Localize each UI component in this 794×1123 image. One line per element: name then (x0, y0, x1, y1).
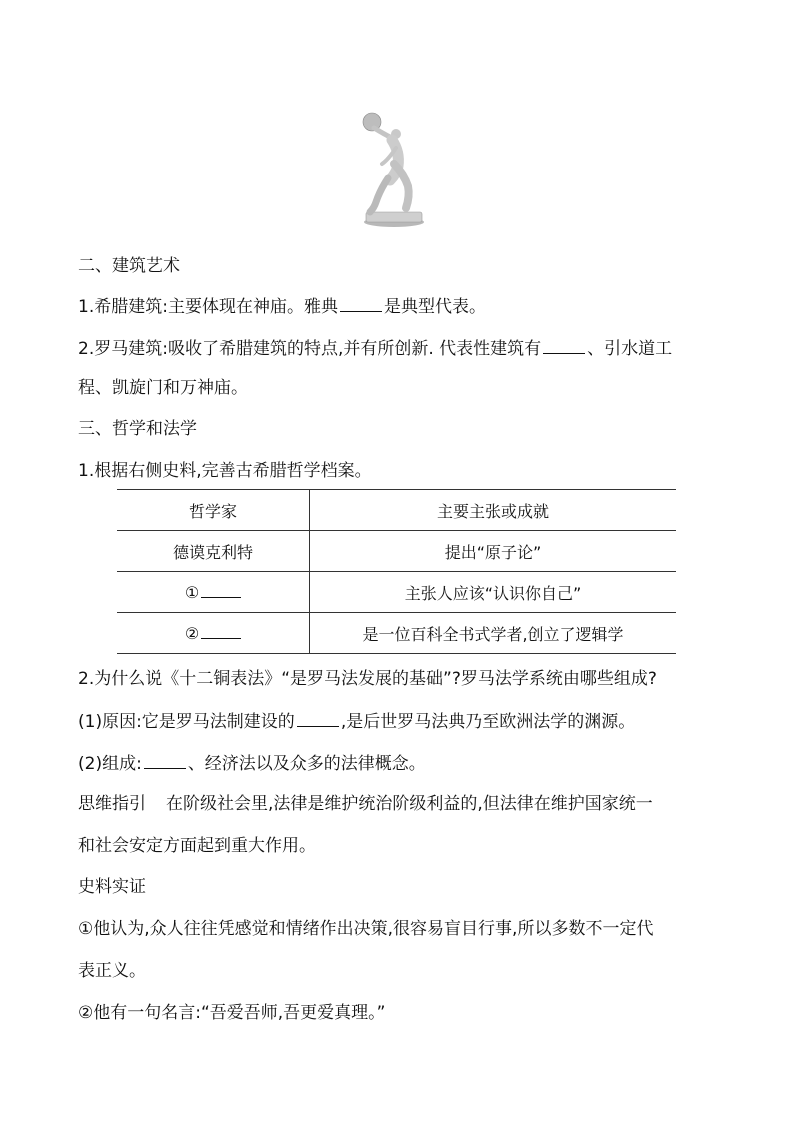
section-heading-architecture: 二、建筑艺术 (78, 256, 180, 276)
reason-text-end: ,是后世罗马法典乃至欧洲法学的渊源。 (340, 712, 636, 732)
blank-number-2: ② (184, 624, 200, 643)
evidence-item-1: ①他认为,众人往往凭感觉和情绪作出决策,很容易盲目行事,所以多数不一定代 (78, 919, 654, 939)
composition-text-end: 、经济法以及众多的法律概念。 (187, 754, 426, 774)
historical-evidence-heading: 史料实证 (78, 877, 146, 897)
philosopher-blank-1[interactable] (201, 582, 241, 598)
roman-architecture-item (78, 337, 728, 360)
table-row (117, 572, 676, 613)
greek-architecture-text-end: 是典型代表。 (383, 297, 486, 317)
table-cell-philosopher (117, 572, 310, 613)
thinking-guide (78, 793, 728, 815)
greek-architecture-text: 1.希腊建筑:主要体现在神庙。雅典 (78, 297, 338, 317)
roman-architecture-continuation: 程、凯旋门和万神庙。 (78, 378, 248, 398)
table-row (117, 531, 676, 572)
evidence-item-1-continuation: 表正义。 (78, 961, 146, 981)
thinking-guide-label: 思维指引 (78, 794, 146, 814)
composition-item (78, 752, 728, 775)
roman-architecture-blank[interactable] (543, 337, 585, 354)
table-row (117, 613, 676, 654)
table-header-achievement: 主要主张或成就 (310, 490, 677, 531)
philosopher-blank-2[interactable] (201, 623, 241, 639)
blank-number-1: ① (184, 583, 200, 602)
greek-architecture-item (78, 295, 728, 318)
discobolus-statue-image (358, 104, 426, 228)
reason-text: (1)原因:它是罗马法制建设的 (78, 712, 295, 732)
composition-blank[interactable] (144, 752, 186, 769)
table-cell-achievement: 主张人应该“认识你自己” (310, 572, 677, 613)
thinking-guide-continuation: 和社会安定方面起到重大作用。 (78, 836, 316, 856)
table-cell-philosopher: 德谟克利特 (117, 531, 310, 572)
table-cell-achievement: 是一位百科全书式学者,创立了逻辑学 (310, 613, 677, 654)
table-header-philosopher: 哲学家 (117, 490, 310, 531)
philosophy-archive-table (117, 489, 676, 654)
roman-architecture-text-end: 、引水道工 (587, 339, 673, 359)
evidence-item-2: ②他有一句名言:“吾爱吾师,吾更爱真理。” (78, 1003, 386, 1023)
section-heading-philosophy-law: 三、哲学和法学 (78, 419, 197, 439)
composition-text: (2)组成: (78, 754, 142, 774)
roman-architecture-text: 2.罗马建筑:吸收了希腊建筑的特点,并有所创新. 代表性建筑有 (78, 339, 542, 359)
table-cell-achievement: 提出“原子论” (310, 531, 677, 572)
table-header-row (117, 490, 676, 531)
reason-item (78, 710, 728, 733)
reason-blank[interactable] (297, 710, 339, 727)
thinking-guide-text: 在阶级社会里,法律是维护统治阶级利益的,但法律在维护国家统一 (166, 794, 653, 814)
philosophy-archive-instruction: 1.根据右侧史料,完善古希腊哲学档案。 (78, 461, 372, 481)
greek-architecture-blank[interactable] (340, 295, 382, 312)
roman-law-question: 2.为什么说《十二铜表法》“是罗马法发展的基础”?罗马法学系统由哪些组成? (78, 669, 657, 689)
table-cell-philosopher (117, 613, 310, 654)
